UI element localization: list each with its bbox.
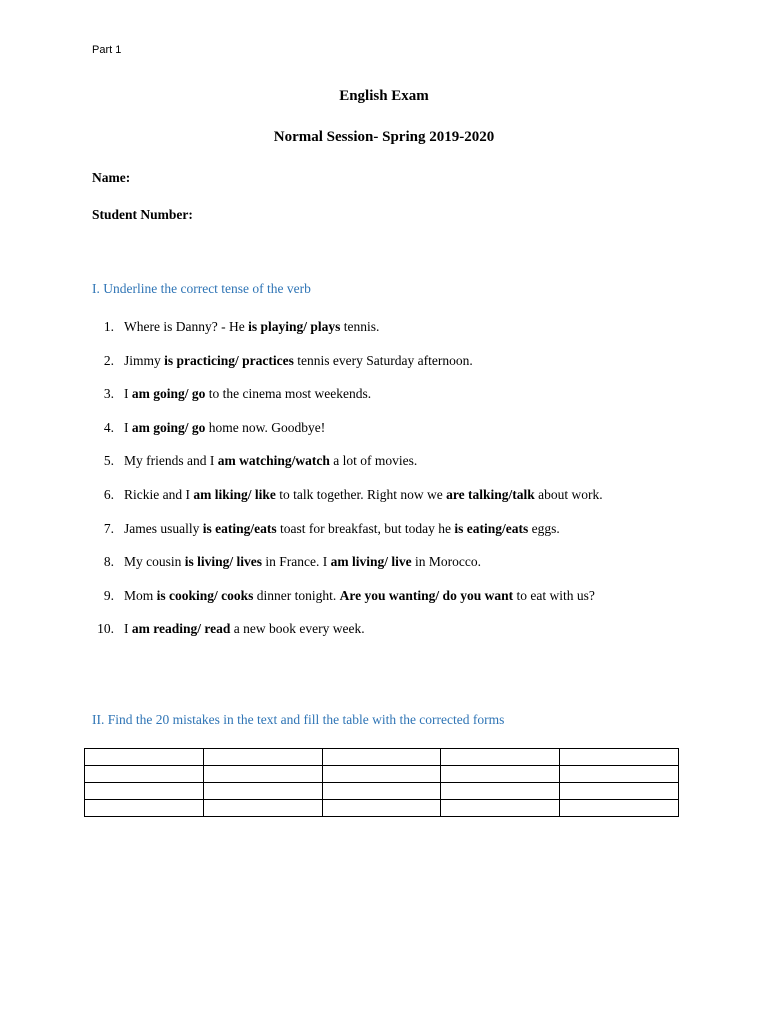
question-text-segment: a lot of movies. [329,453,418,469]
question-item [0,312,768,346]
answer-cell[interactable] [441,783,560,800]
verb-choice[interactable]: is eating/eats [454,520,529,536]
question-text-segment: in France. I [262,554,331,570]
question-text-segment: Rickie and I [124,486,194,502]
question-text-segment: about work. [534,486,603,502]
verb-choice[interactable]: is playing/ plays [248,319,341,334]
question-text-segment: My cousin [124,554,185,570]
question-text [124,547,481,577]
question-number: 9. [103,587,114,603]
answer-cell[interactable] [85,783,204,800]
question-text-segment: tennis every Saturday afternoon. [293,352,473,368]
verb-choice[interactable]: are talking/talk [446,486,535,502]
verb-choice[interactable]: am going/ go [131,386,206,402]
question-item [0,413,768,447]
answer-cell[interactable] [441,800,560,817]
question-text-segment: in Morocco. [411,554,481,570]
question-item [0,379,768,413]
answer-cell[interactable] [85,800,204,817]
question-text-segment: toast for breakfast, but today he [276,520,455,536]
question-number: 5. [103,453,114,469]
question-number: 3. [103,386,114,402]
name-field-label: Name: [92,170,131,185]
question-text-segment: eggs. [528,520,560,536]
student-number-field-label: Student Number: [92,207,193,222]
answer-table [84,748,679,817]
question-text [124,413,325,443]
question-number: 1. [103,319,114,334]
question-number: 7. [103,520,114,536]
section-1-heading: I. Underline the correct tense of the verb [92,281,311,296]
answer-cell[interactable] [322,766,441,783]
question-text [124,446,417,476]
verb-choice[interactable]: am watching/watch [217,453,330,469]
question-text-segment: dinner tonight. [253,587,340,603]
answer-cell[interactable] [203,749,322,766]
question-number: 8. [103,554,114,570]
table-row [85,749,679,766]
question-text-segment: I [124,419,132,435]
session-title: Normal Session- Spring 2019-2020 [273,129,495,145]
question-text [124,614,365,644]
question-number: 2. [103,352,114,368]
answer-cell[interactable] [322,800,441,817]
question-item [0,480,768,514]
question-item [0,346,768,380]
verb-choice[interactable]: is cooking/ cooks [156,587,254,603]
question-text [124,514,560,544]
answer-cell[interactable] [85,749,204,766]
question-text [124,346,473,376]
verb-choice[interactable]: am reading/ read [131,621,231,637]
question-item [0,581,768,615]
question-text [124,480,603,510]
answer-cell[interactable] [560,800,679,817]
verb-choice[interactable]: am living/ live [330,554,412,570]
question-text [124,312,379,342]
table-row [85,783,679,800]
question-text-segment: I [124,386,132,402]
answer-cell[interactable] [203,800,322,817]
question-text-segment: home now. Goodbye! [205,419,326,435]
question-list [0,312,768,648]
answer-cell[interactable] [441,766,560,783]
question-text-segment: My friends and I [124,453,218,469]
answer-cell[interactable] [203,783,322,800]
question-number: 10. [97,621,114,637]
verb-choice[interactable]: Are you wanting/ do you want [339,587,514,603]
question-text-segment: I [124,621,132,637]
answer-cell[interactable] [560,783,679,800]
verb-choice[interactable]: is practicing/ practices [164,352,294,368]
question-text [124,581,595,611]
question-text-segment: to the cinema most weekends. [205,386,372,402]
verb-choice[interactable]: am going/ go [131,419,206,435]
section-2-heading: II. Find the 20 mistakes in the text and fill the table with the corrected forms [92,712,505,727]
question-text-segment: to eat with us? [513,587,595,603]
question-text [124,379,371,409]
question-text-segment: Where is Danny? - He [124,319,249,334]
question-text-segment: Jimmy [124,352,165,368]
part-label: Part 1 [92,44,122,56]
question-item [0,614,768,648]
question-number: 6. [103,486,114,502]
answer-cell[interactable] [322,749,441,766]
answer-cell[interactable] [85,766,204,783]
question-text-segment: James usually [124,520,203,536]
answer-cell[interactable] [560,766,679,783]
answer-cell[interactable] [203,766,322,783]
question-text-segment: a new book every week. [230,621,365,637]
verb-choice[interactable]: is eating/eats [202,520,277,536]
question-item [0,547,768,581]
exam-title: English Exam [339,88,429,104]
question-item [0,446,768,480]
question-text-segment: Mom [124,587,157,603]
table-row [85,800,679,817]
verb-choice[interactable]: am liking/ like [193,486,276,502]
answer-cell[interactable] [560,749,679,766]
answer-cell[interactable] [441,749,560,766]
question-number: 4. [103,419,114,435]
verb-choice[interactable]: is living/ lives [184,554,263,570]
answer-cell[interactable] [322,783,441,800]
question-text-segment: to talk together. Right now we [275,486,447,502]
question-text-segment: tennis. [340,319,380,334]
table-row [85,766,679,783]
question-item [0,514,768,548]
